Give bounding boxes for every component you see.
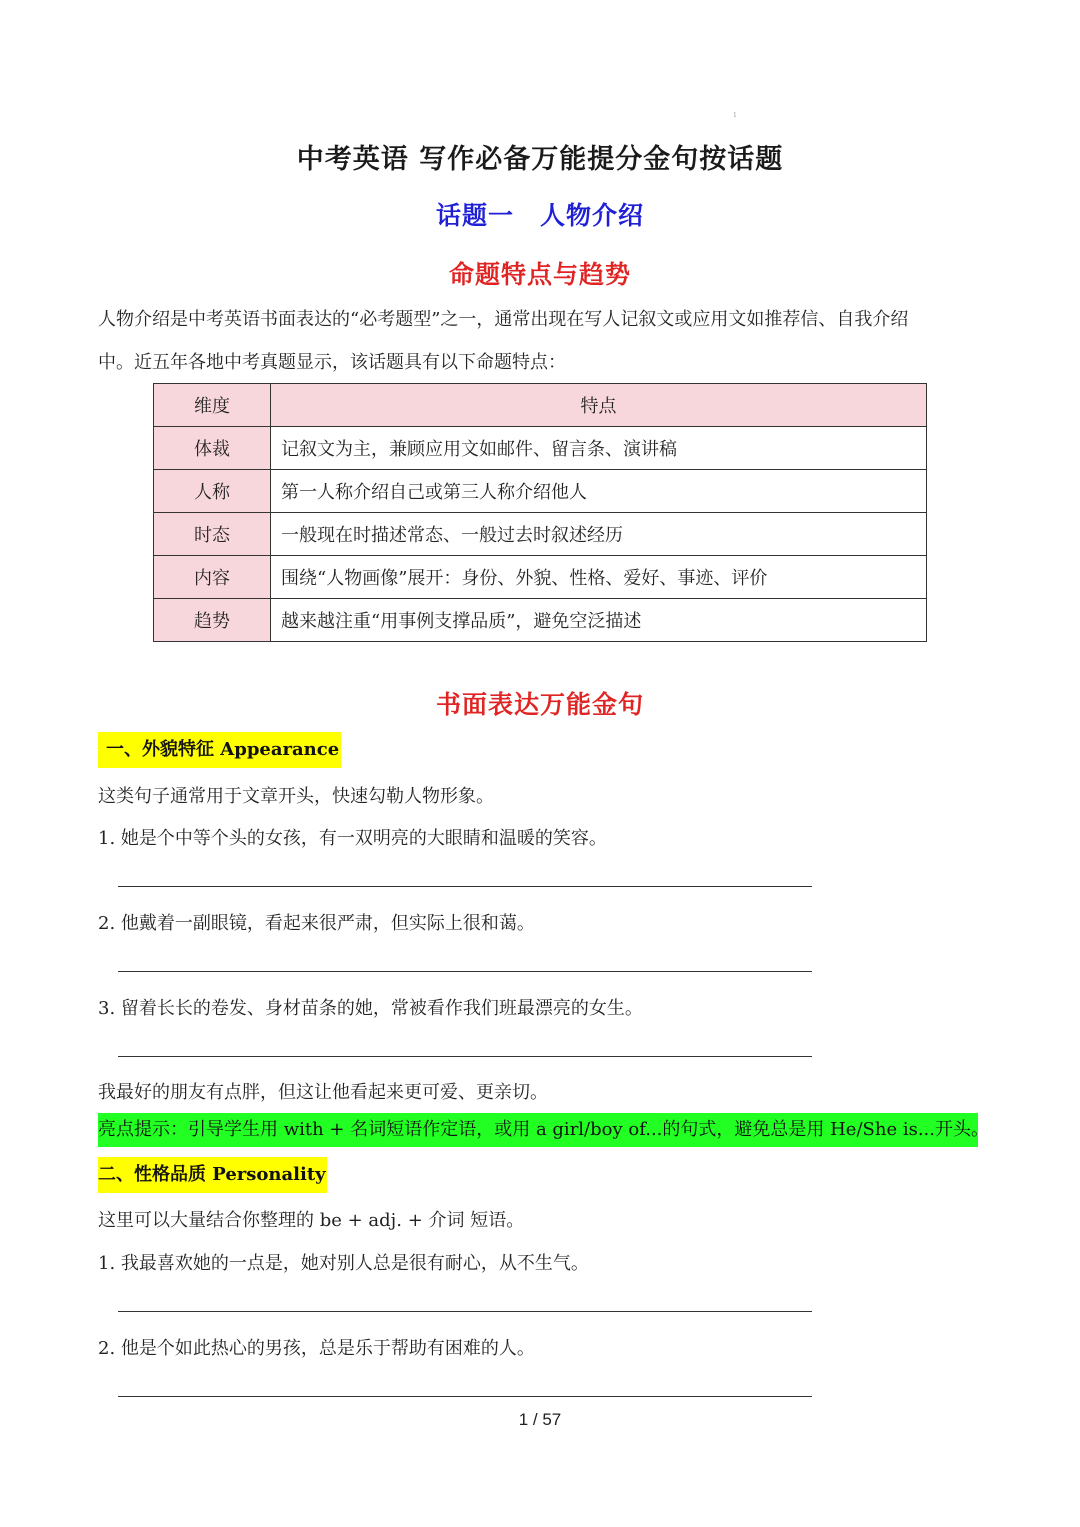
table-cell-dimension: 人称 [154, 470, 271, 513]
table-row [154, 556, 927, 599]
table-row [154, 599, 927, 642]
table-cell-dimension: 体裁 [154, 427, 271, 470]
table-cell-feature: 第一人称介绍自己或第三人称介绍他人 [271, 470, 927, 513]
section-title-features: 命题特点与趋势 [448, 260, 631, 289]
table-cell-feature: 越来越注重“用事例支撑品质”，避免空泛描述 [271, 599, 927, 642]
part1-heading: 一、外貌特征 Appearance [98, 732, 341, 768]
table-cell-dimension: 时态 [154, 513, 271, 556]
part1-item-1: 1. 她是个中等个头的女孩，有一双明亮的大眼睛和温暖的笑容。 [98, 828, 607, 849]
part1-item-3: 3. 留着长长的卷发、身材苗条的她，常被看作我们班最漂亮的女生。 [98, 998, 643, 1019]
part2-heading: 二、性格品质 Personality [98, 1157, 327, 1193]
intro-line-1: 人物介绍是中考英语书面表达的“必考题型”之一，通常出现在写人记叙文或应用文如推荐信、自我介绍 [98, 309, 909, 330]
part1-intro: 这类句子通常用于文章开头，快速勾勒人物形象。 [98, 786, 494, 807]
answer-line [118, 1311, 812, 1312]
part2-item-2: 2. 他是个如此热心的男孩，总是乐于帮助有困难的人。 [98, 1338, 535, 1359]
highlight-tip: 亮点提示：引导学生用 with + 名词短语作定语，或用 a girl/boy of...的句式，避免总是用 He/She is...开头。 [98, 1113, 978, 1147]
intro-line-2: 中。近五年各地中考真题显示，该话题具有以下命题特点： [98, 352, 566, 373]
section-title-golden-sentences: 书面表达万能金句 [435, 690, 644, 719]
table-header-dimension: 维度 [154, 384, 271, 427]
document-title: 中考英语 写作必备万能提分金句按话题 [296, 144, 784, 175]
page-number: 1 / 57 [518, 1410, 562, 1429]
part1-item-2: 2. 他戴着一副眼镜，看起来很严肃，但实际上很和蔼。 [98, 913, 535, 934]
topic-heading: 话题一 人物介绍 [435, 201, 644, 230]
table-row [154, 513, 927, 556]
answer-line [118, 1056, 812, 1057]
part2-item-1: 1. 我最喜欢她的一点是，她对别人总是很有耐心，从不生气。 [98, 1253, 589, 1274]
table-header-feature: 特点 [271, 384, 927, 427]
table-row [154, 470, 927, 513]
table-header-row [154, 384, 927, 427]
table-cell-feature: 记叙文为主，兼顾应用文如邮件、留言条、演讲稿 [271, 427, 927, 470]
table-cell-feature: 围绕“人物画像”展开：身份、外貌、性格、爱好、事迹、评价 [271, 556, 927, 599]
part2-intro: 这里可以大量结合你整理的 be + adj. + 介词 短语。 [98, 1210, 525, 1231]
answer-line [118, 886, 812, 887]
page-mark: 1 [733, 112, 737, 119]
answer-line [118, 971, 812, 972]
table-cell-dimension: 趋势 [154, 599, 271, 642]
table-cell-feature: 一般现在时描述常态、一般过去时叙述经历 [271, 513, 927, 556]
answer-line [118, 1396, 812, 1397]
table-row [154, 427, 927, 470]
features-table [153, 383, 927, 642]
part1-extra-sentence: 我最好的朋友有点胖，但这让他看起来更可爱、更亲切。 [98, 1082, 548, 1103]
table-cell-dimension: 内容 [154, 556, 271, 599]
